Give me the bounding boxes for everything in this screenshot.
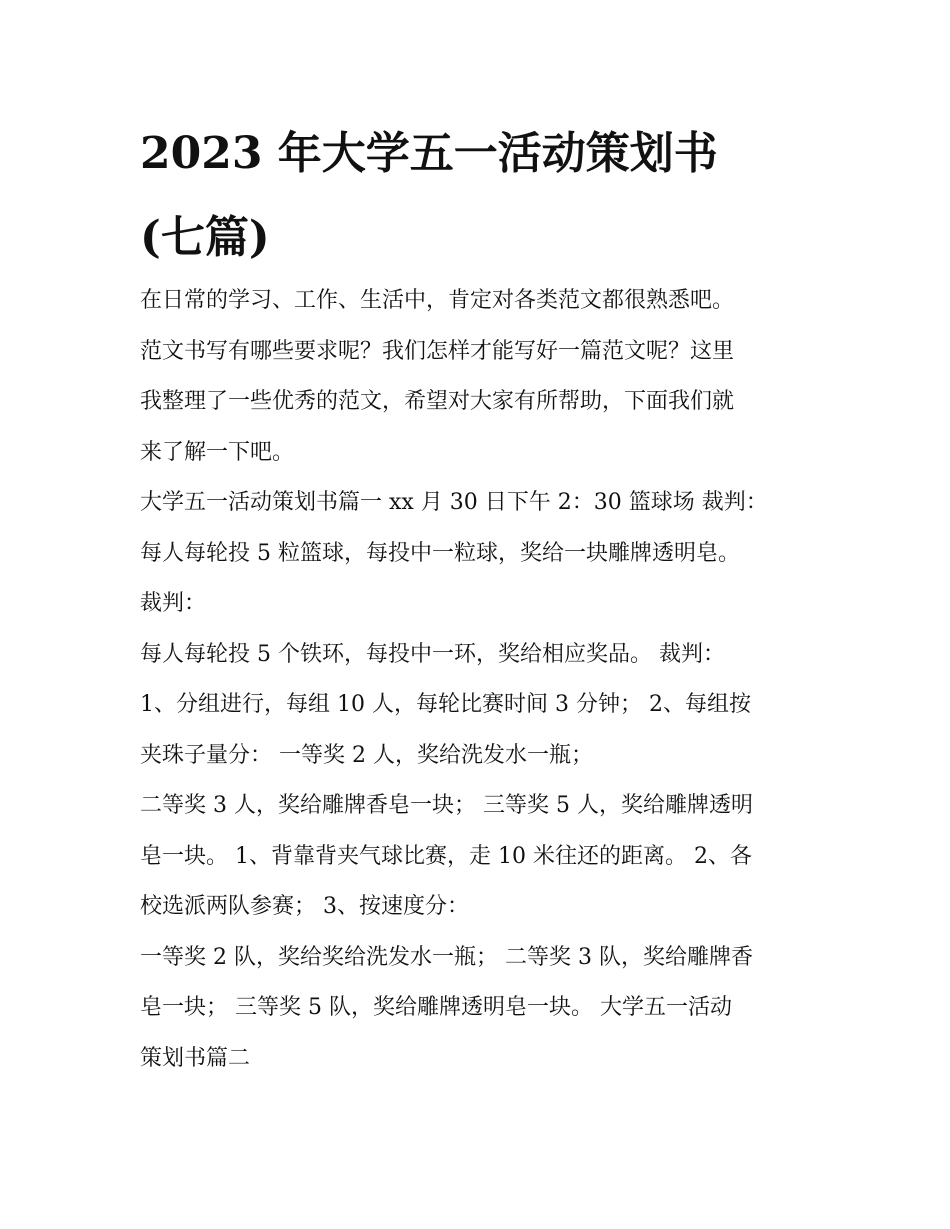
document-title xyxy=(140,112,840,280)
body-line: 策划书篇二 xyxy=(140,1045,251,1071)
body-line: 皂一块。 1、背靠背夹气球比赛，走 10 米往还的距离。 2、各 xyxy=(140,843,752,869)
title-line-1: 2023 年大学五一活动策划书 xyxy=(140,128,718,179)
body-line: 1、分组进行，每组 10 人，每轮比赛时间 3 分钟； 2、每组按 xyxy=(140,692,751,717)
body-line: 一等奖 2 队，奖给奖给洗发水一瓶； 二等奖 3 队，奖给雕牌香 xyxy=(140,944,753,970)
body-line: 我整理了一些优秀的范文，希望对大家有所帮助，下面我们就 xyxy=(140,389,735,414)
body-line: 裁判： xyxy=(140,591,207,616)
body-line: 二等奖 3 人，奖给雕牌香皂一块； 三等奖 5 人，奖给雕牌透明 xyxy=(140,793,753,818)
body-line: 大学五一活动策划书篇一 xx 月 30 日下午 2：30 篮球场 裁判： xyxy=(140,490,768,515)
body-line: 夹珠子量分： 一等奖 2 人，奖给洗发水一瓶； xyxy=(140,742,593,768)
body-line: 范文书写有哪些要求呢？我们怎样才能写好一篇范文呢？这里 xyxy=(140,338,735,364)
document-body xyxy=(140,276,820,1084)
body-line: 在日常的学习、工作、生活中，肯定对各类范文都很熟悉吧。 xyxy=(140,288,735,313)
body-line: 校选派两队参赛； 3、按速度分： xyxy=(140,894,469,919)
body-line: 每人每轮投 5 个铁环，每投中一环，奖给相应奖品。 裁判： xyxy=(140,641,725,667)
title-line-2: (七篇) xyxy=(140,212,270,263)
body-line: 皂一块； 三等奖 5 队，奖给雕牌透明皂一块。 大学五一活动 xyxy=(140,995,732,1020)
body-line: 每人每轮投 5 粒篮球，每投中一粒球，奖给一块雕牌透明皂。 xyxy=(140,540,740,566)
body-line: 来了解一下吧。 xyxy=(140,439,295,465)
